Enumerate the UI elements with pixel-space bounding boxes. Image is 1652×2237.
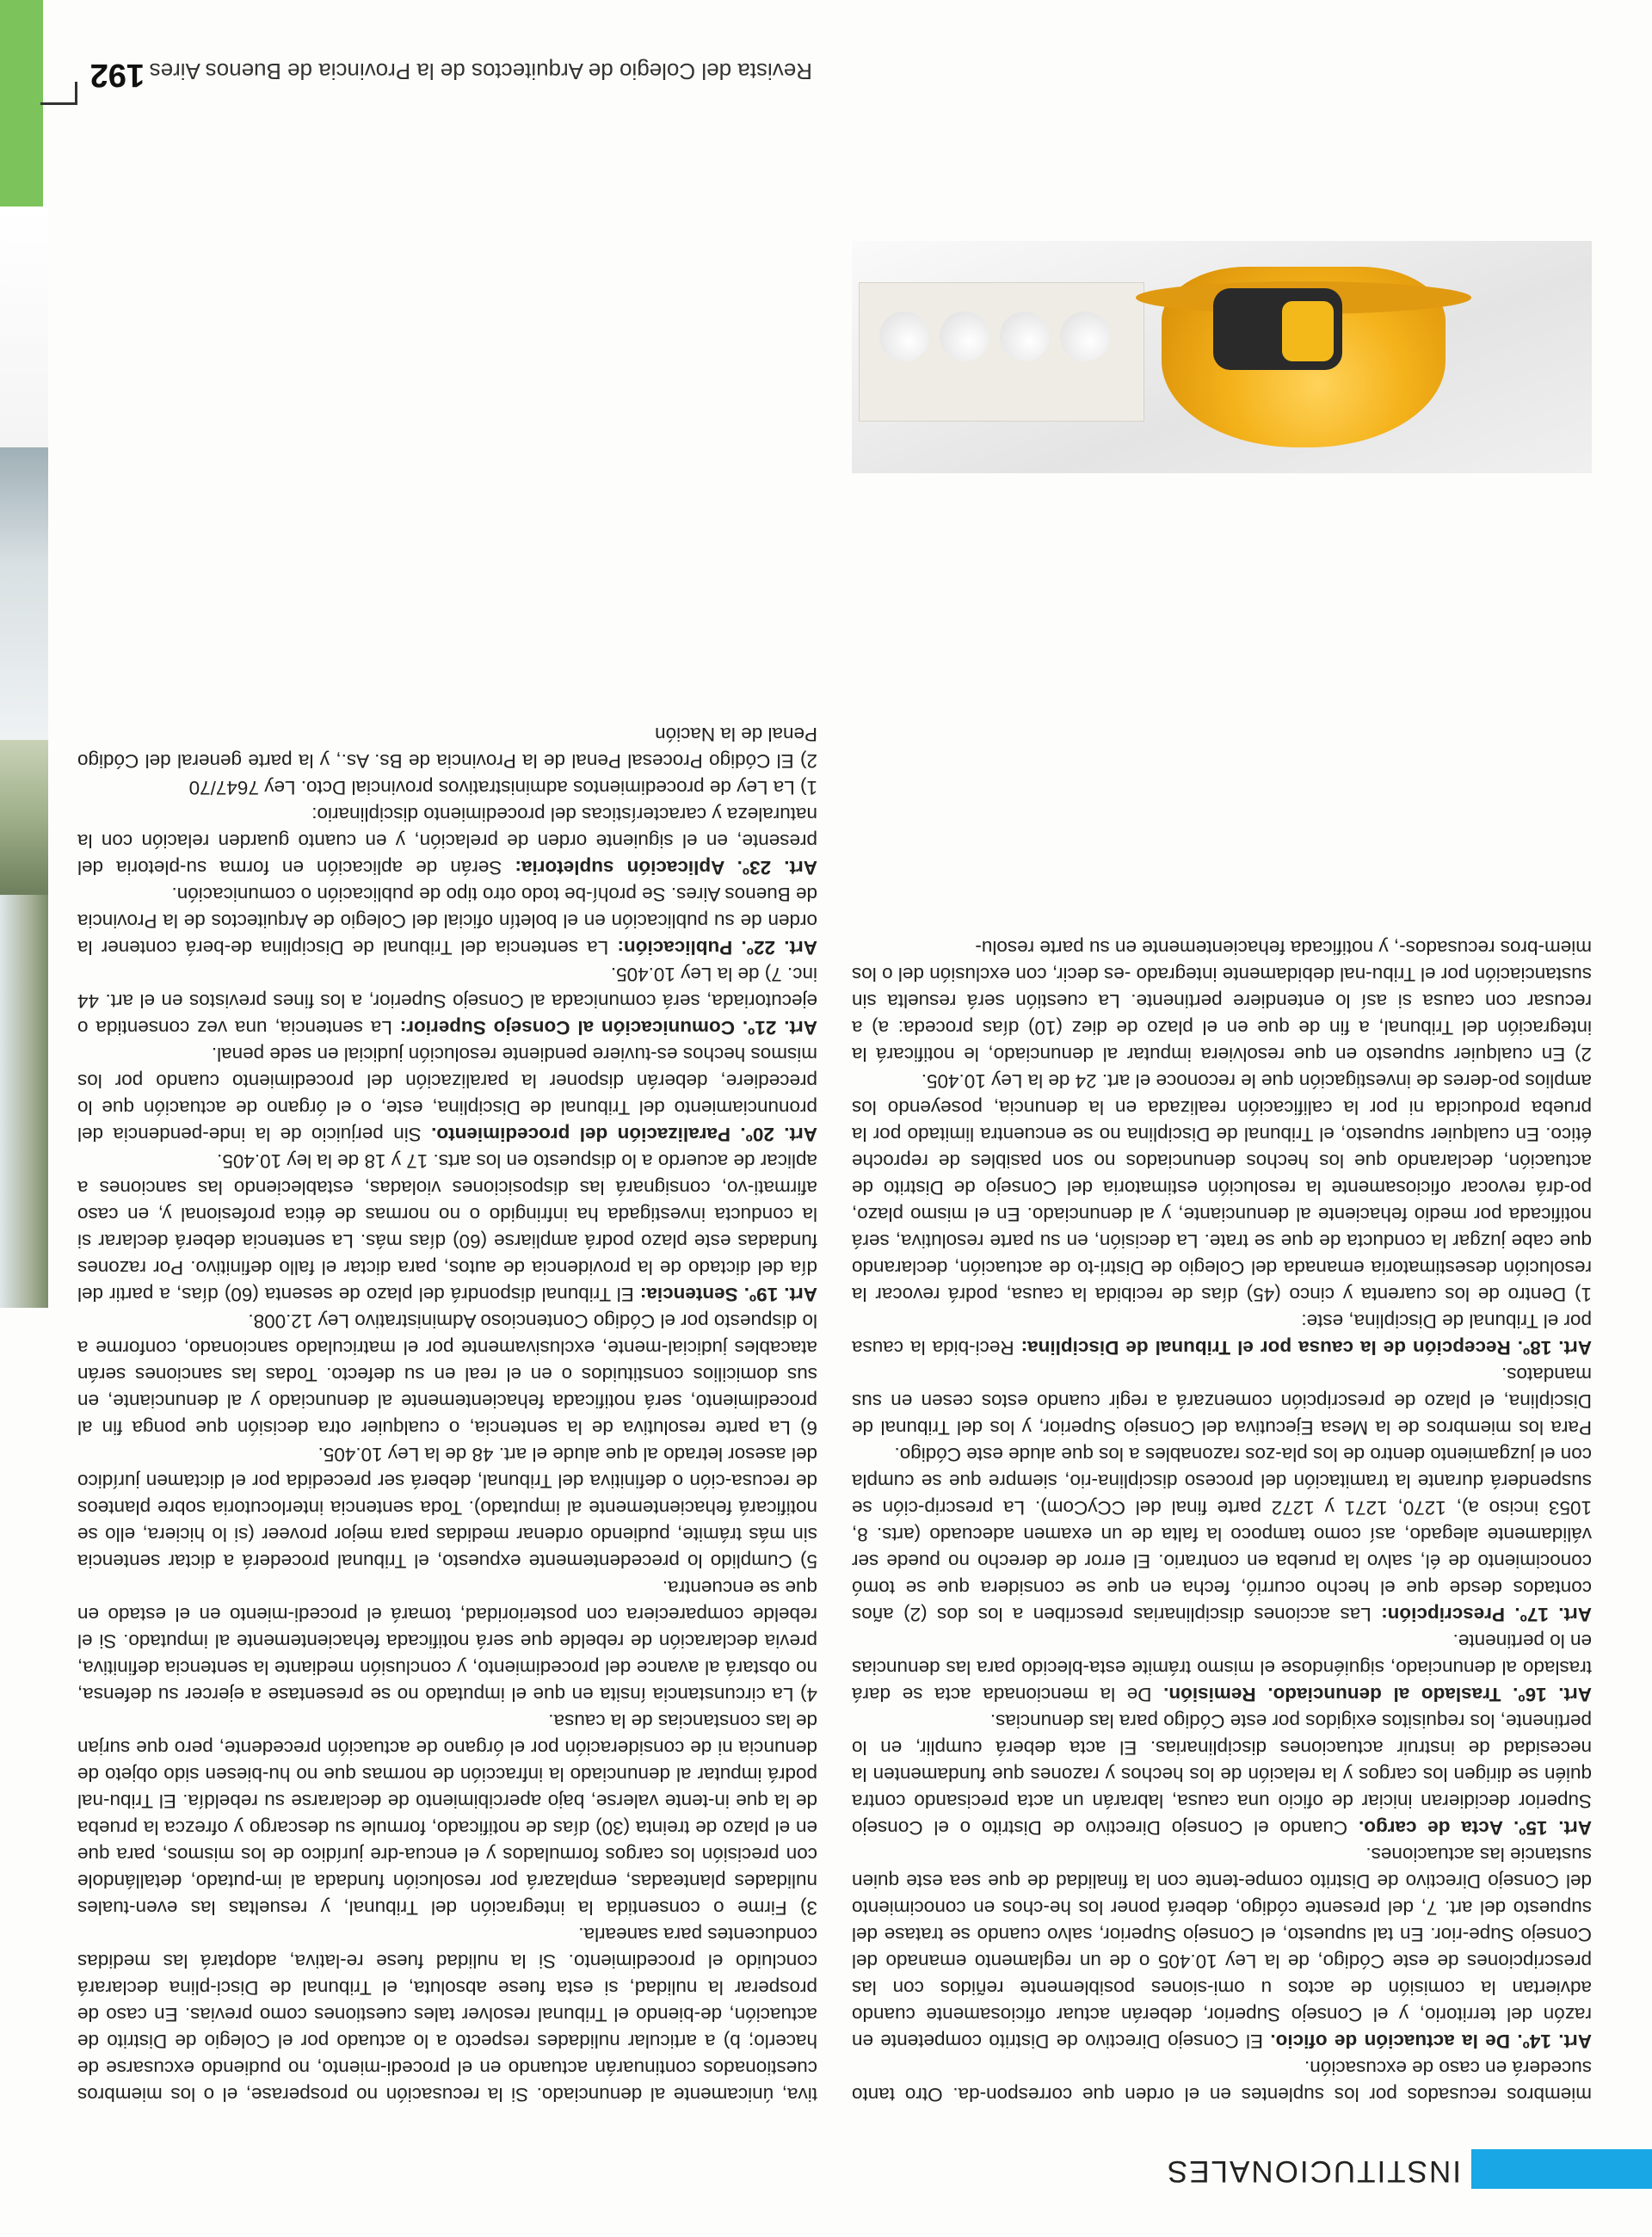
list-item: 1) Dentro de los cuarenta y cinco (45) días de recibida la causa, podrá revocar la resolución desestimatoria emanada del Colegio de Distri-to de actuación, declarando que cabe juzgar la conducta de que se trate. La decisión, en su parte resolutiva, será notificada por medio fehaciente al denunciante, y al denunciado. En el mismo plazo, po-drá revocar oficiosamente la resolución estimatoria del Consejo de Distrito de actuación, declarando que los hechos denunciados no son pasibles de reproche ético. En cualquier supuesto, el Tribunal de Disciplina no se encuentra limitado por la prueba producida ni por la calificación realizada en la denuncia, poseyendo los amplios po-deres de investigación que le reconoce el art. 24 de la Ley 10.405. <box>852 1070 1592 1305</box>
article-15 <box>852 1708 1592 1841</box>
edge-photo-strip <box>0 740 48 895</box>
article-18 <box>852 1308 1592 1361</box>
edge-photo-strip <box>0 447 48 740</box>
article-14 <box>852 1841 1592 2055</box>
article-text: Serán de aplicación en forma su-pletoria del presente, en el siguiente orden de prelación, y en cuanto guarden relación con la naturaleza y características del procedimiento disciplinario: <box>77 804 817 878</box>
article-text: Cuando el Consejo Directivo de Distrito o el Consejo Superior decidieran iniciar de oficio una causa, labrarán un acta precisando contra quién se dirigen los cargos y la relación de los hechos y razones que fundamenten la necesidad de instruir actuaciones disciplinarias. El acta deberá cumplir, en lo pertinente, los requisitos exigidos por este Código para las denuncias. <box>852 1710 1592 1839</box>
edge-green-tab <box>0 0 43 206</box>
article-text: La sentencia del Tribunal de Disciplina de-berá contener la orden de su publicación en el boletín oficial del Colegio de Arquitectos de la Provincia de Buenos Aires. Se prohí-be todo otro tipo de publicación o comunicación. <box>77 884 817 958</box>
article-title: Art. 21º. Comunicación al Consejo Superior: <box>399 1017 817 1038</box>
article-23 <box>77 801 817 881</box>
paper-roll-shape <box>940 311 989 361</box>
article-text: La sentencia, una vez consentida o ejecutoriada, será comunicada al Consejo Superior, a los fines previstos en el art. 44 inc. 7) de la Ley 10.405. <box>77 964 817 1038</box>
page-corner-mark <box>40 82 77 105</box>
article-20 <box>77 1041 817 1148</box>
article-text: El Tribunal dispondrá del plazo de sesenta (60) días, a partir del día del dictado de la providencia de autos, para dictar el fallo definitivo. Por razones fundadas este plazo podrá ampliarse (60) días más. La sentencia deberá declarar si la conducta investigada ha infringido o no normas de ética profesional y, en caso afirmati-vo, consignará las disposiciones violadas, estableciendo las sanciones a aplicar de acuerdo a lo dispuesto en los arts. 17 y 18 de la ley 10.405. <box>77 1150 817 1305</box>
article-title: Art. 15º. Acta de cargo. <box>1358 1817 1592 1839</box>
paragraph: Para los miembros de la Mesa Ejecutiva del Consejo Superior, y los del Tribunal de Disciplina, el plazo de prescripción comenzará a regir cuando estos cesen en sus mandatos. <box>852 1364 1592 1439</box>
hard-hat-photo <box>852 241 1592 473</box>
article-title: Art. 22º. Publicación: <box>617 937 817 958</box>
article-text: El Consejo Directivo de Distrito competente en razón del territorio, y el Consejo Superior, deberán actuar oficiosamente cuando adviertan la comisión de actos u omi-siones posiblemente reñidos con las prescripciones de este Código, de la Ley 10.405 o de un reglamento emanado del Consejo Supe-rior. En tal supuesto, el Consejo Superior, salvo cuando se tratase del supuesto del art. 7, del presente código, deberá poner los he-chos en conocimiento del Consejo Directivo de Distrito compe-tente con la finalidad de que sea este quien sustancie las actuaciones. <box>852 1844 1592 2052</box>
list-item: 3) Firme o consentida la integración del Tribunal, y resueltas las even-tuales nulidades planteadas, emplazará por resolución fundada al im-putado, detallándole con precisión los cargos formulados y el encua-dre jurídico de los mismos, para que en el plazo de treinta (30) días de notificado, formule su descargo y ofrezca la prueba de la que in-tente valerse, bajo apercibimiento de declararse su rebeldía. El Tribu-nal podrá imputar al denunciado la infracción de normas que no hu-biesen sido objeto de denuncia ni de consideración por el órgano de actuación precedente, pero que surjan de las constancias de la causa. <box>77 1710 817 1919</box>
paper-roll-shape <box>879 311 929 361</box>
list-item: 6) La parte resolutiva de la sentencia, o cualquier otra decisión que ponga fin al procedimiento, será notificada fehacientemente al denunciado y al denunciante, en sus domicilios constituidos o en el real en su defecto. Todas las sanciones serán atacables judicial-mente, exclusivamente por el matriculado sancionado, conforme a lo dispuesto por el Código Contencioso Administrativo Ley 12.008. <box>77 1310 817 1439</box>
paragraph: miembros recusados por los suplentes en el orden que correspon-da. Otro tanto sucederá en caso de excusación. <box>852 2057 1592 2105</box>
edge-photo-strip <box>0 895 48 1308</box>
publication-title: Revista del Colegio de Arquitectos de la Provincia de Buenos Aires <box>149 59 812 84</box>
list-item: 1) La Ley de procedimientos administrativos provincial Dcto. Ley 7647/70 <box>188 777 817 798</box>
article-21 <box>77 961 817 1041</box>
article-text: De la mencionada acta se dará traslado al denunciado, siguiéndose el mismo trámite esta-blecido para las denuncias en lo pertinente. <box>852 1630 1592 1705</box>
article-title: Art. 20º. Paralización del procedimiento. <box>431 1124 817 1145</box>
article-text: Reci-bida la causa por el Tribunal de Disciplina, este: <box>852 1310 1592 1359</box>
article-text: Sin perjuicio de la inde-pendencia del pronunciamiento del Tribunal de Disciplina, este, o el órgano de actuación que lo precediere, deberán disponer la paralización del procedimiento cuando por los mismos hechos es-tuviere pendiente resolución judicial en sede penal. <box>77 1044 817 1145</box>
list-item: 2) En cualquier supuesto en que resolviera imputar al denunciado, le notificará la integración del Tribunal, a fin de que en el plazo de diez (10) días proceda: a) a recusar con causa si así lo entendiere pertinente. La cuestión será resuelta sin sustanciación por el Tribu-nal debidamente integrado -es decir, con exclusión del o los miem-bros recusados-, y notificada fehacientemente en su parte resolu- <box>852 937 1592 1065</box>
article-19 <box>77 1148 817 1308</box>
section-accent-bar <box>1471 2149 1652 2189</box>
section-title: INSTITUCIONALES <box>1165 2154 1461 2188</box>
list-item: 2) El Código Procesal Penal de la Provincia de Bs. As., y la parte general del Código Penal de la Nación <box>77 724 817 772</box>
paper-roll-shape <box>1060 311 1110 361</box>
list-item: 5) Cumplido lo precedentemente expuesto, el Tribunal procederá a dictar sentencia sin más trámite, pudiendo ordenar medidas para mejor proveer (si lo hiciera, ello se notificará fehacientemente al imputado). Toda sentencia interlocutoria sobre planteos de recusa-ción o definitiva del Tribunal, deberá ser precedida por el dictamen jurídico del asesor letrado al que alude el art. 48 de la Ley 10.405. <box>77 1444 817 1572</box>
article-17 <box>852 1441 1592 1628</box>
article-title: Art. 16º. Traslado al denunciado. Remisión. <box>1163 1684 1592 1705</box>
page-number: 192 <box>89 57 145 93</box>
paper-roll-shape <box>1000 311 1050 361</box>
text-column-left <box>852 934 1592 2108</box>
article-title: Art. 19º. Sentencia: <box>639 1284 817 1305</box>
article-title: Art. 17º. Prescripción: <box>1381 1604 1592 1625</box>
list-item: 4) La circunstancia ínsita en que el imputado no se presentase a ejercer su defensa, no obstará al avance del procedimiento, y conclusión mediante la sentencia definitiva, previa declaración de rebelde que será notificada fehacientemente al imputado. Si el rebelde compareciera con posterioridad, tomará el procedi-miento en el estado en que se encuentra. <box>77 1577 817 1705</box>
article-title: Art. 23º. Aplicación supletoria: <box>515 857 817 878</box>
text-column-right <box>77 721 817 2108</box>
article-title: Art. 14º. De la actuación de oficio. <box>1270 2031 1592 2052</box>
article-22 <box>77 881 817 961</box>
article-16 <box>852 1628 1592 1708</box>
tape-measure-accent <box>1282 301 1334 361</box>
article-title: Art. 18º. Recepción de la causa por el Tribunal de Disciplina: <box>1020 1337 1592 1359</box>
edge-photo-strip <box>0 206 48 447</box>
article-text: Las acciones disciplinarias prescriben a los dos (2) años contados desde que el hecho ocurrió, fecha en que se considera que se tomó conocimiento de él, salvo la prueba en contrario. El error de derecho no puede ser válidamente alegado, así como tampoco la falta de un examen adecuado (arts. 8, 1053 inciso a), 1270, 1271 y 1272 parte final del CCyCom). La prescrip-ción se suspenderá durante la tramitación del proceso disciplina-rio, siempre que se cumpla con el juzgamiento dentro de los pla-zos razonables a los que alude este Código. <box>852 1444 1592 1625</box>
paragraph: tiva, únicamente al denunciado. Si la recusación no prosperase, el o los miembros cuestionados continuarán actuando en el procedi-miento, no pudiendo excusarse de hacerlo; b) a articular nulidades respecto a lo actuado por el Colegio de Distrito de actuación, de-biendo el Tribunal resolver tales cuestiones como previas. En caso de prosperar la nulidad, si esta fuese absoluta, el Tribunal de Disci-plina declarará concluido el procedimiento. Si la nulidad fuese re-lativa, adoptará las medidas conducentes para sanearla. <box>77 1924 817 2105</box>
